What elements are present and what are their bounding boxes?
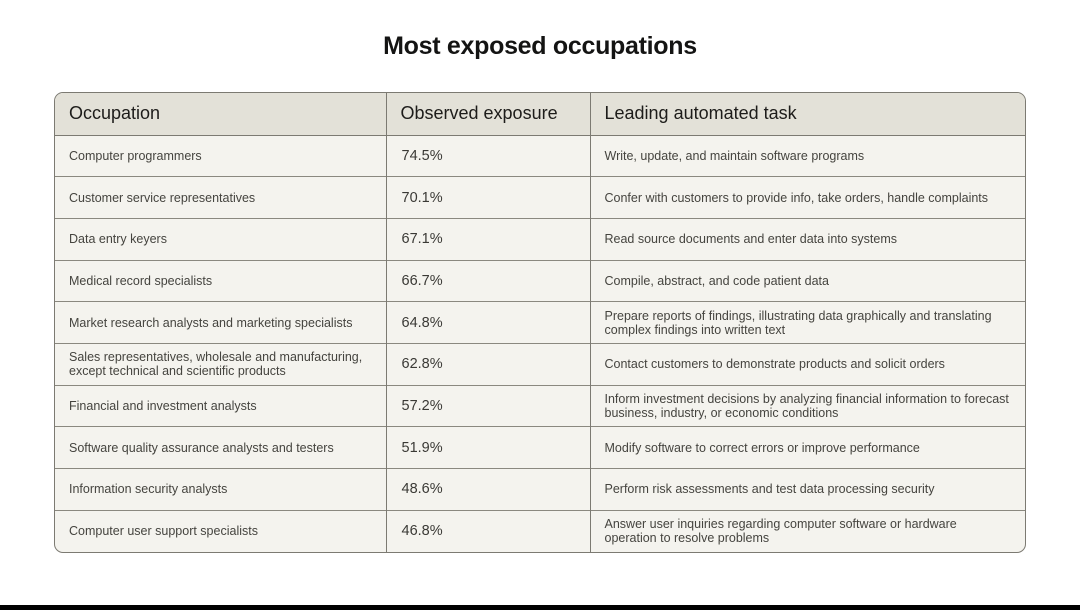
table-row (55, 260, 1025, 302)
occupation-cell: Financial and investment analysts (55, 385, 386, 427)
exposure-cell: 70.1% (386, 177, 590, 219)
task-cell: Answer user inquiries regarding computer software or hardware operation to resolve problems (590, 510, 1025, 552)
occupations-table (54, 92, 1026, 553)
header-occupation: Occupation (55, 93, 386, 135)
table-row (55, 469, 1025, 511)
exposure-cell: 66.7% (386, 260, 590, 302)
occupation-cell: Software quality assurance analysts and testers (55, 427, 386, 469)
page-title: Most exposed occupations (383, 32, 697, 60)
task-cell: Inform investment decisions by analyzing financial information to forecast business, industry, or economic conditions (590, 385, 1025, 427)
occupation-cell: Computer programmers (69, 148, 202, 163)
table-row (55, 510, 1025, 552)
occupation-cell: Medical record specialists (55, 260, 386, 302)
table-row (55, 177, 1025, 219)
table-row (55, 135, 1025, 177)
exposure-cell: 57.2% (386, 385, 590, 427)
occupation-cell: Market research analysts and marketing specialists (55, 302, 386, 344)
task-cell: Compile, abstract, and code patient data (590, 260, 1025, 302)
occupation-cell: Sales representatives, wholesale and manufacturing, except technical and scientific products (55, 343, 386, 385)
exposure-cell: 51.9% (386, 427, 590, 469)
task-cell: Read source documents and enter data into systems (590, 218, 1025, 260)
exposure-cell: 48.6% (386, 469, 590, 511)
exposure-cell: 64.8% (386, 302, 590, 344)
table-row (55, 218, 1025, 260)
header-observed-exposure: Observed exposure (386, 93, 590, 135)
occupation-cell: Data entry keyers (55, 218, 386, 260)
occupation-cell: Customer service representatives (55, 177, 386, 219)
task-cell: Confer with customers to provide info, take orders, handle complaints (590, 177, 1025, 219)
table-row (55, 343, 1025, 385)
task-cell: Contact customers to demonstrate products and solicit orders (590, 343, 1025, 385)
table-row (55, 427, 1025, 469)
table-header-row (55, 93, 1025, 135)
exposure-cell: 67.1% (386, 218, 590, 260)
header-leading-automated-task: Leading automated task (590, 93, 1025, 135)
task-cell: Modify software to correct errors or improve performance (590, 427, 1025, 469)
exposure-cell: 46.8% (386, 510, 590, 552)
table-row (55, 385, 1025, 427)
exposure-cell: 74.5% (386, 135, 590, 177)
occupation-cell: Information security analysts (55, 469, 386, 511)
task-cell: Prepare reports of findings, illustrating data graphically and translating complex findings into written text (590, 302, 1025, 344)
bottom-border-bar (0, 605, 1080, 610)
exposure-cell: 62.8% (386, 343, 590, 385)
occupation-cell: Computer user support specialists (55, 510, 386, 552)
task-cell: Write, update, and maintain software programs (590, 135, 1025, 177)
task-cell: Perform risk assessments and test data processing security (590, 469, 1025, 511)
table-row (55, 302, 1025, 344)
